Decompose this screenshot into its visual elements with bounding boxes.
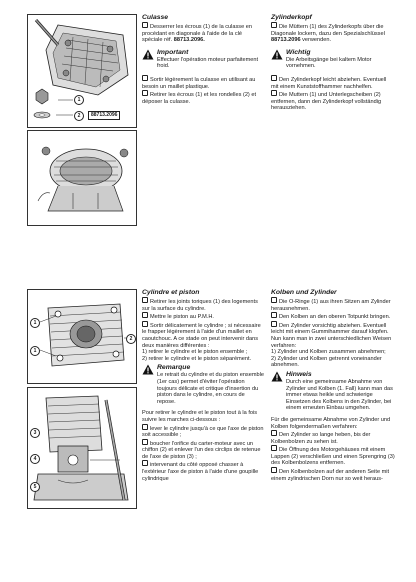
warning-icon	[271, 371, 283, 382]
section2-fr-note	[142, 364, 264, 405]
section1-de-step-1: Den Zylinderkopf leicht abziehen. Eventuell mit einem Kunststoffhammer nachhelfen.	[271, 76, 387, 90]
section2-de-step-1: Die O-Ringe (1) aus ihren Sitzen am Zylinder herausnehmen.	[271, 299, 391, 312]
oring-figure	[27, 289, 137, 384]
checkbox-icon	[142, 90, 148, 96]
piston-figure	[27, 387, 137, 509]
checkbox-icon	[142, 424, 148, 430]
checkbox-icon	[271, 75, 277, 81]
section2-fr-option-1: 1) retirer le cylindre et le piston ensemble ;	[142, 349, 248, 356]
section2-fr-step-2: Mettre le piston au P.M.H.	[142, 312, 264, 321]
section2-fr-step2-1: lever le cylindre jusqu'à ce que l'axe de piston soit accessible ;	[142, 425, 264, 439]
section2-fr-note-text: Le retrait du cylindre et du piston ensemble (1er cas) permet d'éviter l'opération toujours délicate et critique d'insertion du piston dans le cylindre, en cours de repose.	[157, 372, 264, 405]
section2-de-step-3: Den Zylinder vorsichtig abziehen. Eventuell leicht mit einem Gummihammer darauf klopfen. Nun kann man in zwei unterschiedlichen Weisen verfahren:	[271, 322, 392, 349]
checkbox-icon	[271, 22, 277, 28]
figure-code: 88713.2096	[88, 111, 120, 120]
cylinder-removal-figure	[27, 130, 137, 226]
section1-de-intro: Die Müttern (1) des Zylinderkopfs über die Diagonale lockern, dazu den Spezialschlüssel 88713.2096 verwenden.	[271, 24, 385, 44]
section1-de-title: Zylinderkopf	[271, 14, 312, 21]
callout-2: 2	[74, 111, 84, 121]
section2-fr-option-2: 2) retirer le cylindre et le piston séparément.	[142, 355, 252, 362]
checkbox-icon	[142, 312, 148, 318]
checkbox-icon	[142, 22, 148, 28]
checkbox-icon	[271, 297, 277, 303]
piston-removal-illustration	[28, 388, 136, 508]
section1-fr-step-2: Retirer les écrous (1) et les rondelles (2) et déposer la culasse.	[142, 92, 257, 105]
section2-fr-para2: Pour retirer le cylindre et le piston tout à la fois suivre les marches ci-dessous :	[142, 410, 258, 423]
callout-3: 3	[30, 428, 40, 438]
callout-1b: 1	[30, 346, 40, 356]
section2-de-note-title: Hinweis	[286, 370, 312, 378]
section1-fr-important-title: Important	[157, 48, 189, 56]
section2-fr-column	[142, 289, 264, 482]
section1-de-important-title: Wichtig	[286, 48, 311, 56]
section2-fr-step2-2: boucher l'orifice du carter-moteur avec un chiffon (2) et enlever l'un des circlips de retenue de l'axe de piston (3) ;	[142, 440, 261, 460]
section1-de-important-text: Die Arbeitsgänge bei kaltem Motor vornehmen.	[286, 56, 372, 70]
cylinder-head-figure	[27, 14, 137, 128]
section2-de-option-2: 2) Zylinder und Kolben getrennt voneinander abnehmen.	[271, 355, 382, 369]
checkbox-icon	[142, 297, 148, 303]
section1-fr-important	[142, 49, 264, 70]
section2-fr-step2-3: intervenant du côté opposé chasser à l'extérieur l'axe de piston à l'aide d'une goupille cylindrique	[142, 462, 259, 482]
checkbox-icon	[271, 467, 277, 473]
checkbox-icon	[142, 321, 148, 327]
section1-de-step-2: Die Muttern (1) und Unterlegscheiben (2) entfernen, dann den Zylinderkopf vollständig herausziehen.	[271, 92, 382, 112]
checkbox-icon	[142, 439, 148, 445]
section2-de-note	[271, 371, 395, 412]
checkbox-icon	[142, 75, 148, 81]
checkbox-icon	[271, 445, 277, 451]
section2-fr-note-title: Remarque	[157, 364, 191, 372]
section2-de-step-2: Den Kolben an den oberen Totpunkt bringen.	[271, 312, 395, 321]
callout-5: 5	[30, 482, 40, 492]
cylinder-oring-illustration	[28, 290, 136, 383]
section1-fr-important-text: Effectuer l'opération moteur parfaitement froid.	[157, 56, 259, 70]
cylinder-removal-illustration	[28, 131, 136, 225]
section1-fr-title: Culasse	[142, 14, 169, 21]
section2-fr-title: Cylindre et piston	[142, 289, 200, 296]
section2-de-column	[271, 289, 395, 482]
checkbox-icon	[271, 430, 277, 436]
callout-4: 4	[30, 454, 40, 464]
warning-icon	[142, 364, 154, 375]
callout-1a: 1	[30, 318, 40, 328]
callout-1: 1	[74, 95, 84, 105]
section2-fr-step-1: Retirer les joints toriques (1) des logements sur la surface du cylindre.	[142, 299, 258, 312]
section2-de-option-1: 1) Zylinder und Kolben zusammen abnehmen;	[271, 349, 386, 356]
section1-fr-column	[142, 14, 264, 105]
section2-de-note-text: Durch eine gemeinsame Abnahme von Zylinder und Kolben (1. Fall) kann man das immer etwas heikle und schwierige Einsetzen des Kolbens in den Zylinder, bei einem erneuten Einbau umgehen.	[286, 378, 393, 412]
checkbox-icon	[142, 460, 148, 466]
section2-de-step2-2: Die Öffnung des Motorgehäuses mit einem Lappen (2) verschließen und einen Sprengring (3) des Kolbenbolzens entfernen.	[271, 447, 395, 467]
section2-de-step2-1: Den Zylinder so lange heben, bis der Kolbenbolzen zu sehen ist.	[271, 432, 371, 445]
section1-fr-step-1: Sortir légèrement la culasse en utilisant au besoin un maillet plastique.	[142, 76, 256, 90]
callout-2: 2	[126, 334, 136, 344]
checkbox-icon	[271, 90, 277, 96]
section2-de-para2: Für die gemeinsame Abnahme von Zylinder und Kolben folgendermaßen verfahren:	[271, 416, 391, 430]
section1-de-column	[271, 14, 395, 112]
warning-icon	[271, 49, 283, 60]
section2-de-title: Kolben und Zylinder	[271, 289, 337, 296]
warning-icon	[142, 49, 154, 60]
section2-fr-step-3: Sortir délicatement le cylindre ; si nécessaire le frapper légèrement à l'aide d'un maillet en caoutchouc. A ce stade on peut intervenir dans deux manières différentes :	[142, 322, 261, 349]
section1-de-important	[271, 49, 395, 70]
checkbox-icon	[271, 321, 277, 327]
section1-fr-intro: Desserrer les écrous (1) de la culasse en procédant en diagonale à l'aide de la clé spéciale réf. 88713.2096.	[142, 24, 252, 44]
checkbox-icon	[271, 312, 277, 318]
section2-de-step2-3: Den Kolbenbolzen auf der anderen Seite mit einem zylindrischen Dorn nur so weit heraus-	[271, 469, 390, 482]
